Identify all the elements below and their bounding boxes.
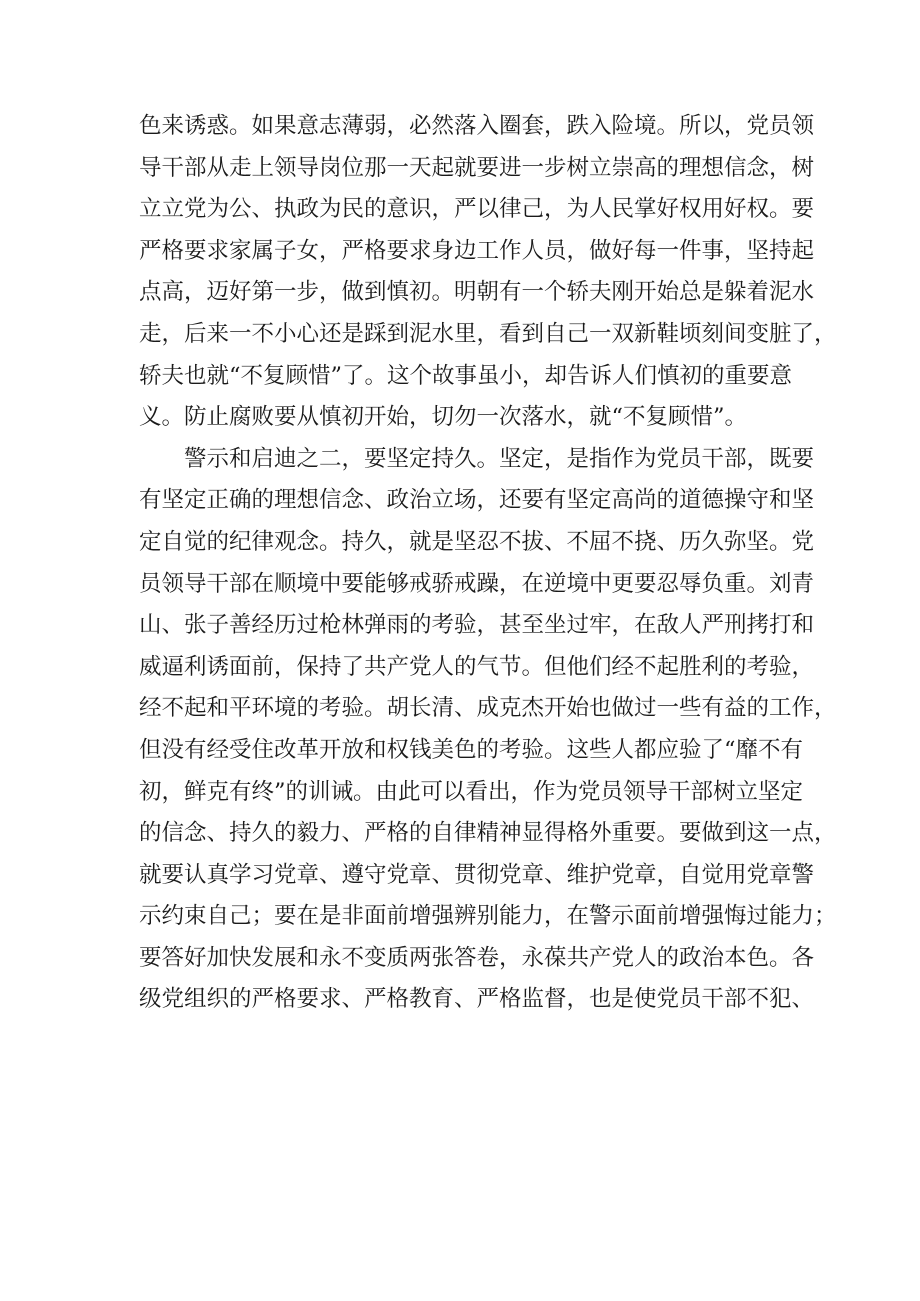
text-line: 山、张子善经历过枪林弹雨的考验，甚至坐过牢，在敌人严刑拷打和 [139,612,815,639]
text-line: 走，后来一不小心还是踩到泥水里，看到自己一双新鞋顷刻间变脏了， [139,320,837,347]
text-line: 定自觉的纪律观念。持久，就是坚忍不拔、不屈不挠、历久弥坚。党 [139,528,815,555]
text-line: 就要认真学习党章、遵守党章、贯彻党章、维护党章，自觉用党章警 [139,861,815,888]
text-line: 警示和启迪之二，要坚定持久。坚定，是指作为党员干部，既要 [184,445,815,472]
text-line: 经不起和平环境的考验。胡长清、成克杰开始也做过一些有益的工作， [139,695,837,722]
text-line: 示约束自己；要在是非面前增强辨别能力，在警示面前增强悔过能力； [139,903,837,930]
text-line: 轿夫也就“不复顾惜”了。这个故事虽小，却告诉人们慎初的重要意 [139,362,793,389]
text-line: 点高，迈好第一步，做到慎初。明朝有一个轿夫刚开始总是躲着泥水 [139,279,815,306]
text-line: 威逼利诱面前，保持了共产党人的气节。但他们经不起胜利的考验， [139,653,815,680]
text-line: 要答好加快发展和永不变质两张答卷，永葆共产党人的政治本色。各 [139,944,815,971]
paragraph-2 [139,439,837,1021]
text-line: 色来诱惑。如果意志薄弱，必然落入圈套，跌入险境。所以，党员领 [139,113,815,139]
text-line: 导干部从走上领导岗位那一天起就要进一步树立崇高的理想信念，树 [139,154,815,181]
text-line: 员领导干部在顺境中要能够戒骄戒躁，在逆境中更要忍辱负重。刘青 [139,570,815,597]
text-line: 立立党为公、执政为民的意识，严以律己，为人民掌好权用好权。要 [139,196,815,223]
text-line: 义。防止腐败要从慎初开始，切勿一次落水，就“不复顾惜”。 [139,404,748,431]
text-line: 初，鲜克有终”的训诫。由此可以看出，作为党员领导干部树立坚定 [139,778,804,805]
text-line: 但没有经受住改革开放和权钱美色的考验。这些人都应验了“靡不有 [139,736,804,763]
text-line: 级党组织的严格要求、严格教育、严格监督，也是使党员干部不犯、 [139,986,815,1013]
document-body [139,106,837,1021]
text-line: 有坚定正确的理想信念、政治立场，还要有坚定高尚的道德操守和坚 [139,487,815,514]
text-line: 严格要求家属子女，严格要求身边工作人员，做好每一件事，坚持起 [139,237,815,264]
text-line: 的信念、持久的毅力、严格的自律精神显得格外重要。要做到这一点， [139,820,837,847]
paragraph-1 [139,106,837,439]
